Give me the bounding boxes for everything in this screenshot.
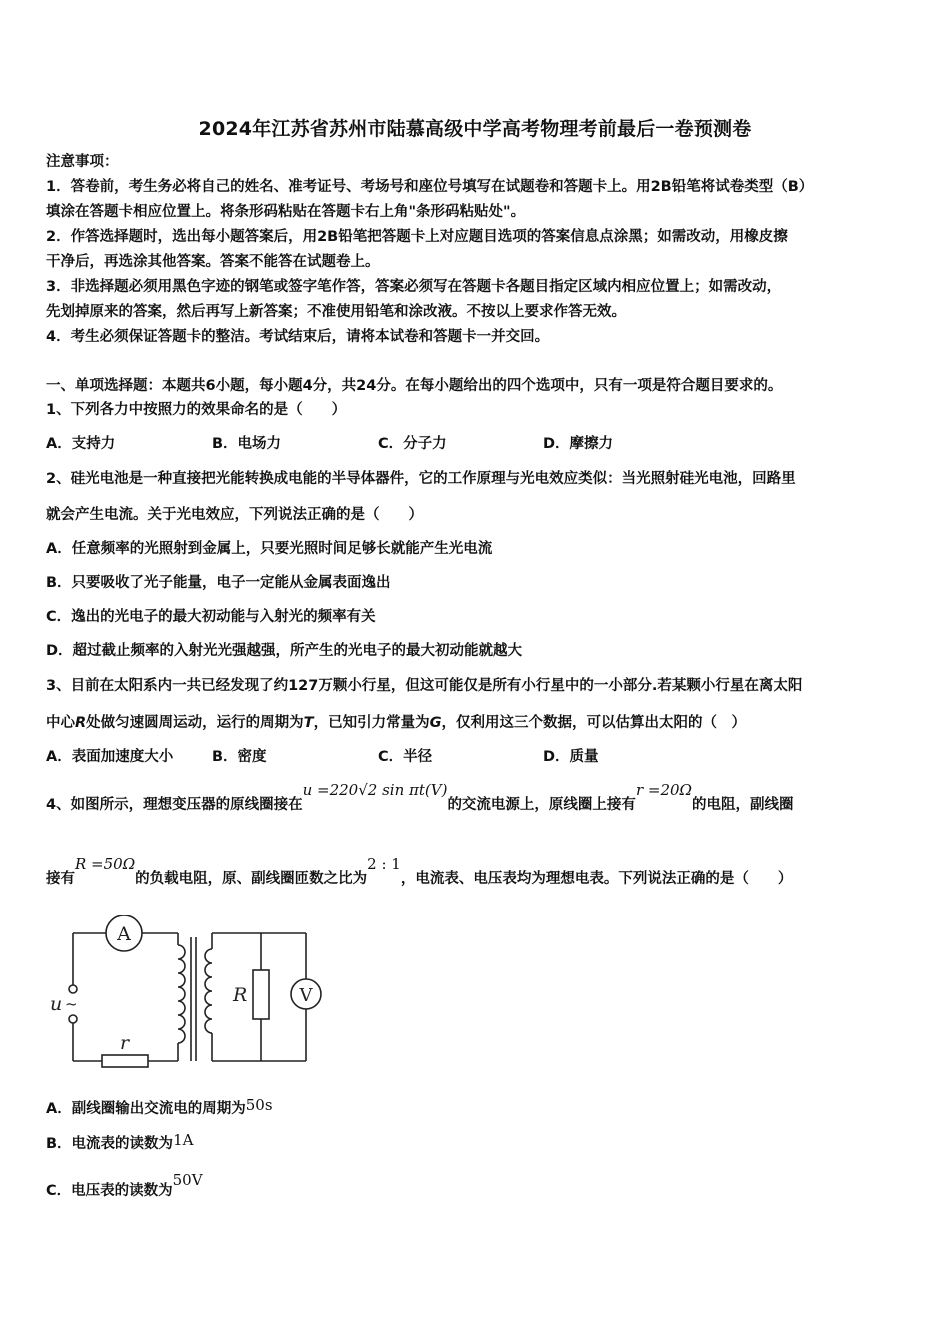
q3-option-c: C．半径 [378, 749, 433, 765]
notice-heading: 注意事项： [46, 154, 119, 170]
voltmeter-label: V [299, 985, 313, 1006]
q3-var-t: T [303, 715, 314, 731]
secondary-coil [205, 949, 212, 1033]
question-1-stem: 1、下列各力中按照力的效果命名的是（ ） [46, 402, 347, 418]
notice-line: 4．考生必须保证答题卡的整洁。考试结束后，请将本试卷和答题卡一并交回。 [46, 329, 550, 345]
q2-option-d: D．超过截止频率的入射光光强越强，所产生的光电子的最大初动能就越大 [46, 643, 523, 659]
q3-option-b: B．密度 [212, 749, 267, 765]
q4-text: 4、如图所示，理想变压器的原线圈接在 [46, 797, 303, 813]
formula-r: r =20Ω [635, 781, 692, 799]
q3-text: ，已知引力常量为 [313, 715, 430, 731]
q4-text: ，电流表、电压表均为理想电表。下列说法正确的是（ ） [400, 871, 793, 887]
source-label: u [50, 993, 63, 1015]
q3-option-d: D．质量 [543, 749, 599, 765]
q3-var-r: R [75, 715, 87, 731]
q1-option-a: A．支持力 [46, 436, 116, 452]
terminal [69, 1015, 77, 1023]
q2-option-b: B．只要吸收了光子能量，电子一定能从金属表面逸出 [46, 575, 391, 591]
resistor-small-r [102, 1055, 148, 1067]
notice-line: 填涂在答题卡相应位置上。将条形码粘贴在答题卡右上角"条形码粘贴处"。 [46, 204, 526, 220]
primary-coil [178, 945, 185, 1043]
q4-text: 的电阻，副线圈 [691, 797, 794, 813]
notice-line: 先划掉原来的答案，然后再写上新答案；不准使用铅笔和涂改液。不按以上要求作答无效。 [46, 304, 626, 320]
q3-text: 中心 [46, 715, 75, 731]
ac-symbol: ~ [65, 995, 78, 1013]
formula-big-r: R =50Ω [75, 855, 136, 873]
q4-option-c-text: C．电压表的读数为 [46, 1183, 173, 1199]
turns-ratio: 2 : 1 [367, 855, 401, 873]
resistor-big-r [253, 970, 269, 1019]
q3-option-a: A．表面加速度大小 [46, 749, 174, 765]
section-heading: 一、单项选择题：本题共6小题，每小题4分，共24分。在每小题给出的四个选项中，只有一项是符合题目要求的。 [46, 378, 783, 394]
question-4-stem-line1 [46, 781, 794, 815]
question-4-stem-line2 [46, 855, 793, 889]
ammeter-label: A [117, 923, 131, 945]
q4-text: 的交流电源上，原线圈上接有 [447, 797, 636, 813]
question-3-stem-line1: 3、目前在太阳系内一共已经发现了约127万颗小行星，但这可能仅是所有小行星中的一小部分.若某颗小行星在离太阳 [46, 678, 803, 694]
terminal [69, 985, 77, 993]
q1-option-c: C．分子力 [378, 436, 447, 452]
q3-var-g: G [429, 715, 442, 731]
q4-option-b-value: 1A [173, 1131, 194, 1149]
q4-option-a-text: A．副线圈输出交流电的周期为 [46, 1101, 246, 1117]
question-3-stem-line2 [46, 713, 746, 733]
question-2-stem-line1: 2、硅光电池是一种直接把光能转换成电能的半导体器件，它的工作原理与光电效应类似：当光照射硅光电池，回路里 [46, 471, 796, 487]
q4-text: 的负载电阻，原、副线圈匝数之比为 [135, 871, 368, 887]
transformer-circuit-diagram [40, 915, 340, 1075]
formula-u: u =220√2 sin πt(V) [302, 781, 448, 799]
notice-line: 3．非选择题必须用黑色字迹的钢笔或签字笔作答，答案必须写在答题卡各题目指定区域内相应位置上；如需改动， [46, 279, 782, 295]
q3-text: 处做匀速圆周运动，运行的周期为 [86, 715, 304, 731]
q4-option-b-text: B．电流表的读数为 [46, 1136, 174, 1152]
page-title: 2024年江苏省苏州市陆慕高级中学高考物理考前最后一卷预测卷 [198, 118, 752, 140]
q1-option-d: D．摩擦力 [543, 436, 614, 452]
q3-text: ，仅利用这三个数据，可以估算出太阳的（ ） [441, 715, 746, 731]
q4-option-b [46, 1133, 193, 1154]
q1-option-b: B．电场力 [212, 436, 282, 452]
q4-text: 接有 [46, 871, 75, 887]
q4-option-a [46, 1098, 273, 1119]
q2-option-c: C．逸出的光电子的最大初动能与入射光的频率有关 [46, 609, 376, 625]
notice-line: 干净后，再选涂其他答案。答案不能答在试题卷上。 [46, 254, 380, 270]
q4-option-a-value: 50s [245, 1096, 273, 1114]
q2-option-a: A．任意频率的光照射到金属上，只要光照时间足够长就能产生光电流 [46, 541, 493, 557]
resistor-small-r-label: r [120, 1032, 130, 1054]
q4-option-c [46, 1171, 203, 1201]
q4-option-c-value: 50V [172, 1171, 203, 1189]
question-2-stem-line2: 就会产生电流。关于光电效应，下列说法正确的是（ ） [46, 507, 423, 523]
notice-line: 1．答卷前，考生务必将自己的姓名、准考证号、考场号和座位号填写在试题卷和答题卡上。用2B铅笔将试卷类型（B） [46, 179, 814, 195]
resistor-big-r-label: R [233, 984, 248, 1006]
notice-line: 2．作答选择题时，选出每小题答案后，用2B铅笔把答题卡上对应题目选项的答案信息点涂黑；如需改动，用橡皮擦 [46, 229, 788, 245]
